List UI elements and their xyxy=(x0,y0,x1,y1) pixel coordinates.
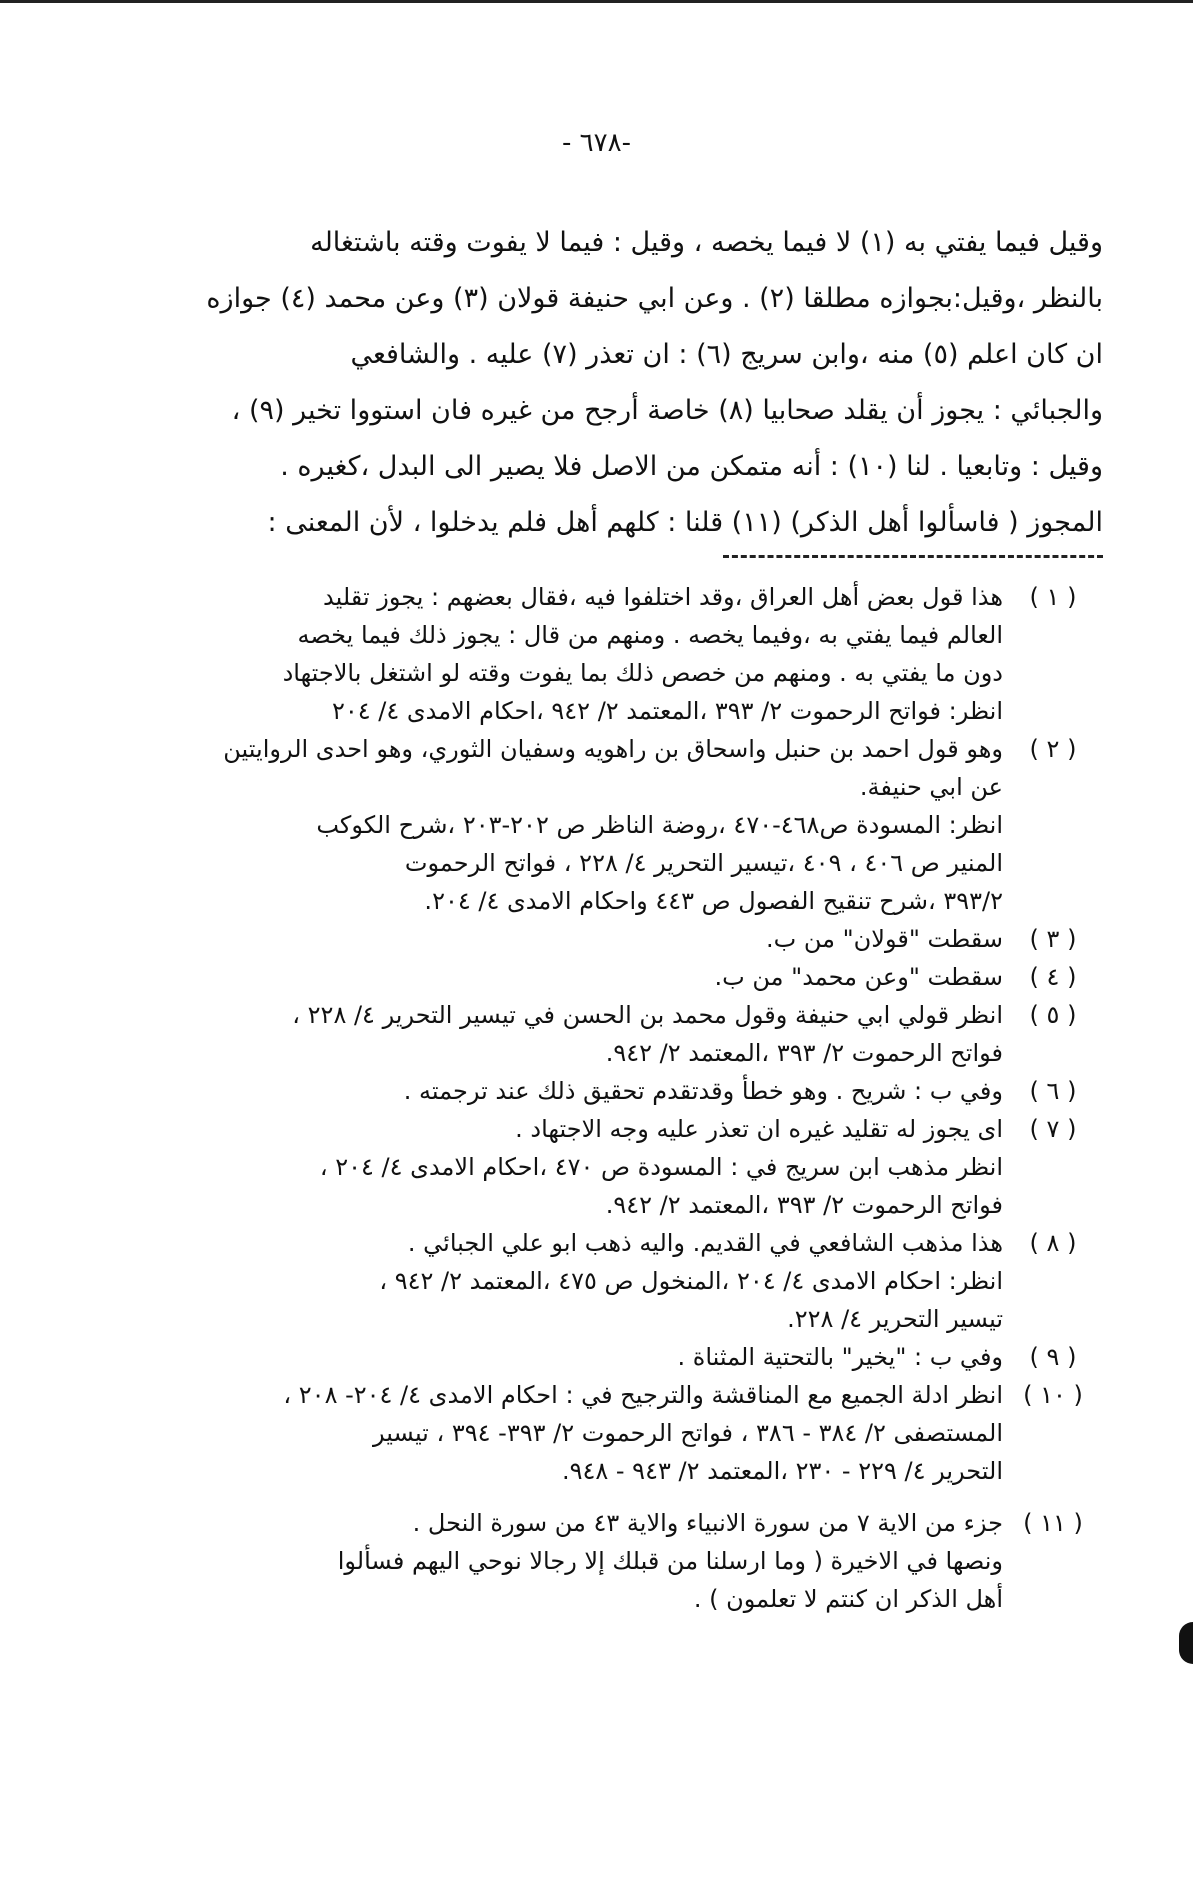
footnotes-section xyxy=(93,578,1103,1618)
footnote-body xyxy=(93,1224,1003,1338)
footnote-line: المستصفى ٢/ ٣٨٤ - ٣٨٦ ، فواتح الرحموت ٢/ ٣٩٣- ٣٩٤ ، تيسير xyxy=(373,1419,1003,1447)
main-text-line: ان كان اعلم (٥) منه ،وابن سريج (٦) : ان تعذر (٧) عليه . والشافعي xyxy=(350,339,1103,370)
footnote-line: عن ابي حنيفة. xyxy=(859,773,1003,801)
footnote-line: تيسير التحرير ٤/ ٢٢٨. xyxy=(787,1305,1003,1333)
main-text-line: وقيل : وتابعيا . لنا (١٠) : أنه متمكن من الاصل فلا يصير الى البدل ،كغيره . xyxy=(280,451,1103,482)
main-text-line: بالنظر ،وقيل:بجوازه مطلقا (٢) . وعن ابي حنيفة قولان (٣) وعن محمد (٤) جوازه xyxy=(206,283,1103,314)
footnote-body xyxy=(93,730,1003,920)
footnote-line: ونصها في الاخيرة ( وما ارسلنا من قبلك إلا رجالا نوحي اليهم فسألوا xyxy=(337,1547,1003,1575)
footnote-line: فواتح الرحموت ٢/ ٣٩٣ ،المعتمد ٢/ ٩٤٢. xyxy=(605,1039,1003,1067)
footnote-line: انظر ادلة الجميع مع المناقشة والترجيح في : احكام الامدى ٤/ ٢٠٤- ٢٠٨ ، xyxy=(283,1381,1003,1409)
footnote-line: اى يجوز له تقليد غيره ان تعذر عليه وجه الاجتهاد . xyxy=(515,1115,1003,1143)
footnote-line: المنير ص ٤٠٦ ، ٤٠٩ ،تيسير التحرير ٤/ ٢٢٨ ، فواتح الرحموت xyxy=(404,849,1003,877)
footnote-9 xyxy=(93,1338,1103,1376)
footnote-1 xyxy=(93,578,1103,730)
footnote-line: وهو قول احمد بن حنبل واسحاق بن راهويه وسفيان الثوري، وهو احدى الروايتين xyxy=(223,735,1003,763)
footnote-number: ( ٦ ) xyxy=(1029,1077,1077,1105)
footnote-number: ( ٤ ) xyxy=(1029,963,1077,991)
footnote-line: سقطت "وعن محمد" من ب. xyxy=(714,963,1003,991)
footnote-body xyxy=(93,1376,1003,1490)
footnote-number: ( ٧ ) xyxy=(1029,1115,1077,1143)
footnote-body xyxy=(93,996,1003,1072)
footnote-body xyxy=(93,920,1003,958)
main-text-block xyxy=(93,215,1103,551)
footnote-line: هذا قول بعض أهل العراق ،وقد اختلفوا فيه ،فقال بعضهم : يجوز تقليد xyxy=(323,583,1003,611)
footnote-body xyxy=(93,578,1003,730)
main-text-line: المجوز ( فاسألوا أهل الذكر) (١١) قلنا : كلهم أهل فلم يدخلوا ، لأن المعنى : xyxy=(267,507,1103,538)
footnote-line: ٣٩٣/٢ ،شرح تنقيح الفصول ص ٤٤٣ واحكام الامدى ٤/ ٢٠٤. xyxy=(424,887,1003,915)
footnote-line: انظر: احكام الامدى ٤/ ٢٠٤ ،المنخول ص ٤٧٥ ،المعتمد ٢/ ٩٤٢ ، xyxy=(379,1267,1003,1295)
main-text-line: والجبائي : يجوز أن يقلد صحابيا (٨) خاصة أرجح من غيره فان استووا تخير (٩) ، xyxy=(231,395,1103,426)
footnote-line: انظر قولي ابي حنيفة وقول محمد بن الحسن في تيسير التحرير ٤/ ٢٢٨ ، xyxy=(292,1001,1003,1029)
page-number: - ٦٧٨- xyxy=(562,128,631,158)
footnote-number: ( ٣ ) xyxy=(1029,925,1077,953)
footnote-11 xyxy=(93,1504,1103,1618)
footnote-line: فواتح الرحموت ٢/ ٣٩٣ ،المعتمد ٢/ ٩٤٢. xyxy=(605,1191,1003,1219)
footnote-4 xyxy=(93,958,1103,996)
footnote-line: دون ما يفتي به . ومنهم من خصص ذلك بما يفوت وقته لو اشتغل بالاجتهاد xyxy=(282,659,1003,687)
footnote-number: ( ١٠ ) xyxy=(1023,1381,1083,1409)
main-text-line: وقيل فيما يفتي به (١) لا فيما يخصه ، وقيل : فيما لا يفوت وقته باشتغاله xyxy=(310,227,1103,258)
footnote-separator xyxy=(723,555,1103,558)
footnote-line: انظر مذهب ابن سريج في : المسودة ص ٤٧٠ ،احكام الامدى ٤/ ٢٠٤ ، xyxy=(319,1153,1003,1181)
footnote-line: العالم فيما يفتي به ،وفيما يخصه . ومنهم من قال : يجوز ذلك فيما يخصه xyxy=(297,621,1003,649)
footnote-line: سقطت "قولان" من ب. xyxy=(766,925,1003,953)
footnote-body xyxy=(93,1338,1003,1376)
footnote-body xyxy=(93,958,1003,996)
footnote-line: انظر: المسودة ص٤٦٨-٤٧٠ ،روضة الناظر ص ٢٠٢-٢٠٣ ،شرح الكوكب xyxy=(316,811,1003,839)
footnote-line: وفي ب : "يخير" بالتحتية المثناة . xyxy=(677,1343,1003,1371)
footnote-6 xyxy=(93,1072,1103,1110)
footnote-number: ( ٢ ) xyxy=(1029,735,1077,763)
footnote-number: ( ١١ ) xyxy=(1023,1509,1083,1537)
footnote-8 xyxy=(93,1224,1103,1338)
footnote-line: انظر: فواتح الرحموت ٢/ ٣٩٣ ،المعتمد ٢/ ٩٤٢ ،احكام الامدى ٤/ ٢٠٤ xyxy=(331,697,1003,725)
footnote-line: وفي ب : شريح . وهو خطأ وقدتقدم تحقيق ذلك عند ترجمته . xyxy=(403,1077,1003,1105)
footnote-line: جزء من الاية ٧ من سورة الانبياء والاية ٤٣ من سورة النحل . xyxy=(412,1509,1003,1537)
footnote-5 xyxy=(93,996,1103,1072)
footnote-body xyxy=(93,1110,1003,1224)
footnote-number: ( ٩ ) xyxy=(1029,1343,1077,1371)
footnote-3 xyxy=(93,920,1103,958)
footnote-7 xyxy=(93,1110,1103,1224)
footnote-10 xyxy=(93,1376,1103,1490)
footnote-line: أهل الذكر ان كنتم لا تعلمون ) . xyxy=(693,1585,1003,1613)
footnote-line: التحرير ٤/ ٢٢٩ - ٢٣٠ ،المعتمد ٢/ ٩٤٣ - ٩٤٨. xyxy=(561,1457,1003,1485)
footnote-line: هذا مذهب الشافعي في القديم. واليه ذهب ابو علي الجبائي . xyxy=(407,1229,1003,1257)
footnote-number: ( ١ ) xyxy=(1029,583,1077,611)
footnote-number: ( ٥ ) xyxy=(1029,1001,1077,1029)
footnote-body xyxy=(93,1072,1003,1110)
footnote-2 xyxy=(93,730,1103,920)
footnote-body xyxy=(93,1504,1003,1618)
top-border-rule xyxy=(0,0,1193,3)
scan-edge-mark xyxy=(1179,1622,1193,1664)
footnote-number: ( ٨ ) xyxy=(1029,1229,1077,1257)
